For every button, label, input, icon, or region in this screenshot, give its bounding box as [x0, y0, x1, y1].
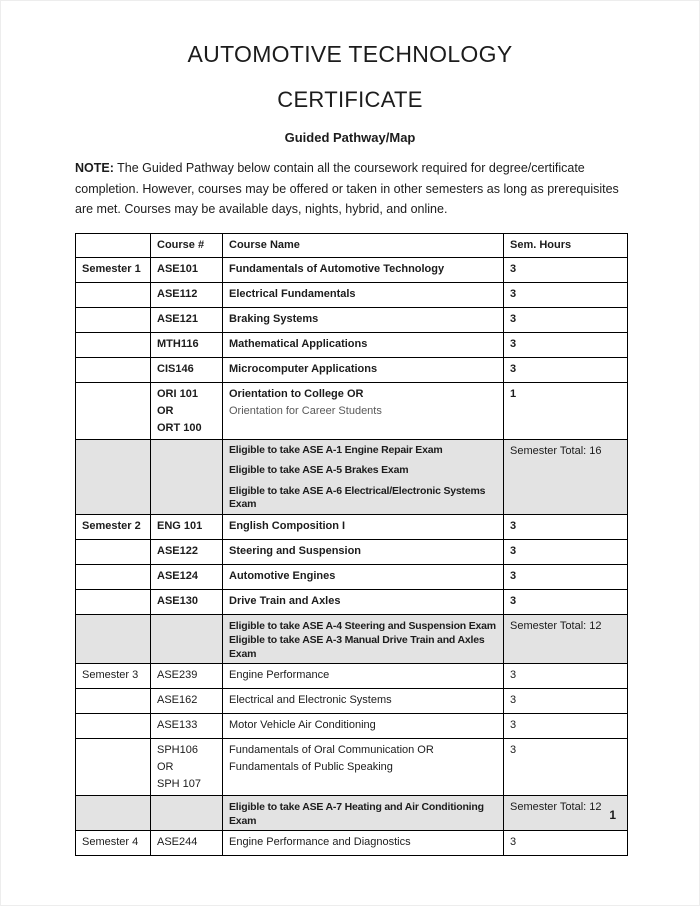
course-name-cell: [223, 357, 504, 382]
hours-cell: 3: [504, 688, 628, 713]
semester-total-cell: Semester Total: 12: [504, 614, 628, 663]
hours-cell: 3: [504, 738, 628, 795]
course-row: [76, 688, 628, 713]
course-name-line: Orientation to College OR: [229, 387, 364, 400]
course-number-cell: [151, 564, 223, 589]
course-name-line: Microcomputer Applications: [229, 362, 378, 375]
course-number-cell: [151, 589, 223, 614]
semester-cell: [76, 713, 151, 738]
course-number-cell: [151, 382, 223, 439]
course-name-cell: [223, 382, 504, 439]
note-paragraph: [75, 158, 628, 220]
hours-cell: 3: [504, 332, 628, 357]
course-number-cell: [151, 357, 223, 382]
course-number-cell: [151, 738, 223, 795]
course-row: [76, 257, 628, 282]
hours-cell: 3: [504, 257, 628, 282]
hours-cell: 3: [504, 564, 628, 589]
semester-cell: [76, 795, 151, 830]
course-row: [76, 589, 628, 614]
course-number-line: ASE101: [157, 262, 198, 275]
course-name-cell: [223, 738, 504, 795]
semester-cell: Semester 3: [76, 663, 151, 688]
course-name-line: Steering and Suspension: [229, 544, 362, 557]
eligibility-cell: [223, 614, 504, 663]
eligibility-text: Eligible to take ASE A-6 Electrical/Electronic Systems Exam: [229, 484, 486, 510]
course-number-cell: [151, 307, 223, 332]
course-name-cell: [223, 830, 504, 855]
course-name-line: Braking Systems: [229, 312, 319, 325]
header-sem-hours: Sem. Hours: [504, 233, 628, 257]
semester-cell: Semester 4: [76, 830, 151, 855]
semester-cell: [76, 539, 151, 564]
course-name-line: Mathematical Applications: [229, 337, 368, 350]
course-name-cell: [223, 514, 504, 539]
course-number-cell: [151, 439, 223, 514]
course-name-line: Fundamentals of Automotive Technology: [229, 262, 445, 275]
eligibility-row: [76, 795, 628, 830]
course-number-line: ASE162: [157, 693, 198, 706]
course-row: [76, 307, 628, 332]
semester-cell: [76, 382, 151, 439]
course-row: [76, 564, 628, 589]
course-number-line: ORT 100: [157, 421, 202, 434]
course-number-cell: [151, 257, 223, 282]
eligibility-text: Eligible to take ASE A-1 Engine Repair Exam: [229, 443, 443, 456]
semester-cell: Semester 2: [76, 514, 151, 539]
course-number-cell: [151, 663, 223, 688]
page-title: AUTOMOTIVE TECHNOLOGY: [187, 41, 513, 67]
course-name-cell: [223, 539, 504, 564]
semester-cell: [76, 738, 151, 795]
semester-total-cell: Semester Total: 16: [504, 439, 628, 514]
page-number: 1: [609, 808, 616, 822]
semester-cell: [76, 307, 151, 332]
course-number-cell: [151, 282, 223, 307]
eligibility-cell: [223, 795, 504, 830]
course-number-cell: [151, 713, 223, 738]
course-name-cell: [223, 257, 504, 282]
guided-pathway-heading: Guided Pathway/Map: [284, 130, 416, 145]
course-name-cell: [223, 713, 504, 738]
hours-cell: 3: [504, 713, 628, 738]
eligibility-cell: [223, 439, 504, 514]
eligibility-text: Eligible to take ASE A-5 Brakes Exam: [229, 464, 409, 476]
course-name-cell: [223, 564, 504, 589]
course-number-line: SPH 107: [157, 777, 202, 790]
course-number-line: ASE244: [157, 835, 198, 848]
course-name-line: Electrical and Electronic Systems: [229, 693, 392, 706]
eligibility-text: Eligible to take ASE A-4 Steering and Suspension Exam: [229, 619, 496, 632]
course-number-line: ASE124: [157, 569, 198, 582]
course-row: [76, 332, 628, 357]
course-name-cell: [223, 663, 504, 688]
course-name-line: Electrical Fundamentals: [229, 287, 356, 300]
course-name-line: English Composition I: [229, 519, 346, 532]
course-number-line: ASE122: [157, 544, 198, 557]
hours-cell: 3: [504, 514, 628, 539]
hours-cell: 3: [504, 830, 628, 855]
course-number-cell: [151, 514, 223, 539]
semester-cell: [76, 564, 151, 589]
course-row: [76, 514, 628, 539]
course-name-cell: [223, 307, 504, 332]
course-row: [76, 357, 628, 382]
header-course-name: Course Name: [223, 233, 504, 257]
header-semester: [76, 233, 151, 257]
semester-cell: [76, 614, 151, 663]
course-row: [76, 282, 628, 307]
course-number-line: ASE239: [157, 668, 198, 681]
course-number-line: ASE112: [157, 287, 198, 300]
course-number-line: ORI 101 OR: [157, 387, 198, 417]
course-name-cell: [223, 589, 504, 614]
semester-cell: [76, 357, 151, 382]
hours-cell: 3: [504, 282, 628, 307]
course-number-line: ASE133: [157, 718, 198, 731]
semester-total-cell: Semester Total: 12: [504, 795, 628, 830]
semester-cell: [76, 688, 151, 713]
course-name-cell: [223, 332, 504, 357]
course-name-line: Fundamentals of Oral Communication OR Fundamentals of Public Speaking: [229, 743, 434, 773]
note-text: The Guided Pathway below contain all the coursework required for degree/certificate completion. However, courses may be offered or taken in other semesters as long as prerequisites are met. Courses may be available days, nights, hybrid, and online.: [75, 161, 619, 216]
course-number-cell: [151, 332, 223, 357]
course-number-cell: [151, 614, 223, 663]
course-name-line: Engine Performance: [229, 668, 330, 681]
course-name-cell: [223, 282, 504, 307]
course-row: [76, 713, 628, 738]
hours-cell: 3: [504, 539, 628, 564]
eligibility-row: [76, 614, 628, 663]
semester-cell: [76, 589, 151, 614]
table-body: [76, 257, 628, 855]
course-name-line: Orientation for Career Students: [229, 404, 382, 417]
course-number-cell: [151, 539, 223, 564]
semester-cell: [76, 332, 151, 357]
header-course-number: Course #: [151, 233, 223, 257]
course-row: [76, 539, 628, 564]
pathway-table: [75, 233, 628, 856]
hours-cell: 3: [504, 307, 628, 332]
hours-cell: 3: [504, 589, 628, 614]
course-name-line: Drive Train and Axles: [229, 594, 341, 607]
course-number-line: ASE130: [157, 594, 198, 607]
course-row: [76, 830, 628, 855]
course-number-line: SPH106 OR: [157, 743, 198, 773]
course-name-cell: [223, 688, 504, 713]
course-name-line: Engine Performance and Diagnostics: [229, 835, 411, 848]
course-number-line: MTH116: [157, 337, 199, 350]
semester-cell: [76, 282, 151, 307]
course-row: [76, 663, 628, 688]
course-name-line: Automotive Engines: [229, 569, 336, 582]
eligibility-text: Eligible to take ASE A-3 Manual Drive Train and Axles Exam: [229, 633, 485, 660]
course-number-line: CIS146: [157, 362, 194, 375]
course-row: [76, 738, 628, 795]
course-number-line: ENG 101: [157, 519, 203, 532]
course-number-cell: [151, 688, 223, 713]
eligibility-row: [76, 439, 628, 514]
table-header-row: [76, 233, 628, 257]
page-subtitle-certificate: CERTIFICATE: [277, 87, 423, 112]
course-row: [76, 382, 628, 439]
hours-cell: 1: [504, 382, 628, 439]
course-number-line: ASE121: [157, 312, 198, 325]
eligibility-text: Eligible to take ASE A-7 Heating and Air Conditioning Exam: [229, 800, 484, 827]
semester-cell: Semester 1: [76, 257, 151, 282]
semester-cell: [76, 439, 151, 514]
hours-cell: 3: [504, 357, 628, 382]
course-name-line: Motor Vehicle Air Conditioning: [229, 718, 376, 731]
course-number-cell: [151, 795, 223, 830]
note-label: NOTE:: [75, 161, 114, 175]
hours-cell: 3: [504, 663, 628, 688]
course-number-cell: [151, 830, 223, 855]
